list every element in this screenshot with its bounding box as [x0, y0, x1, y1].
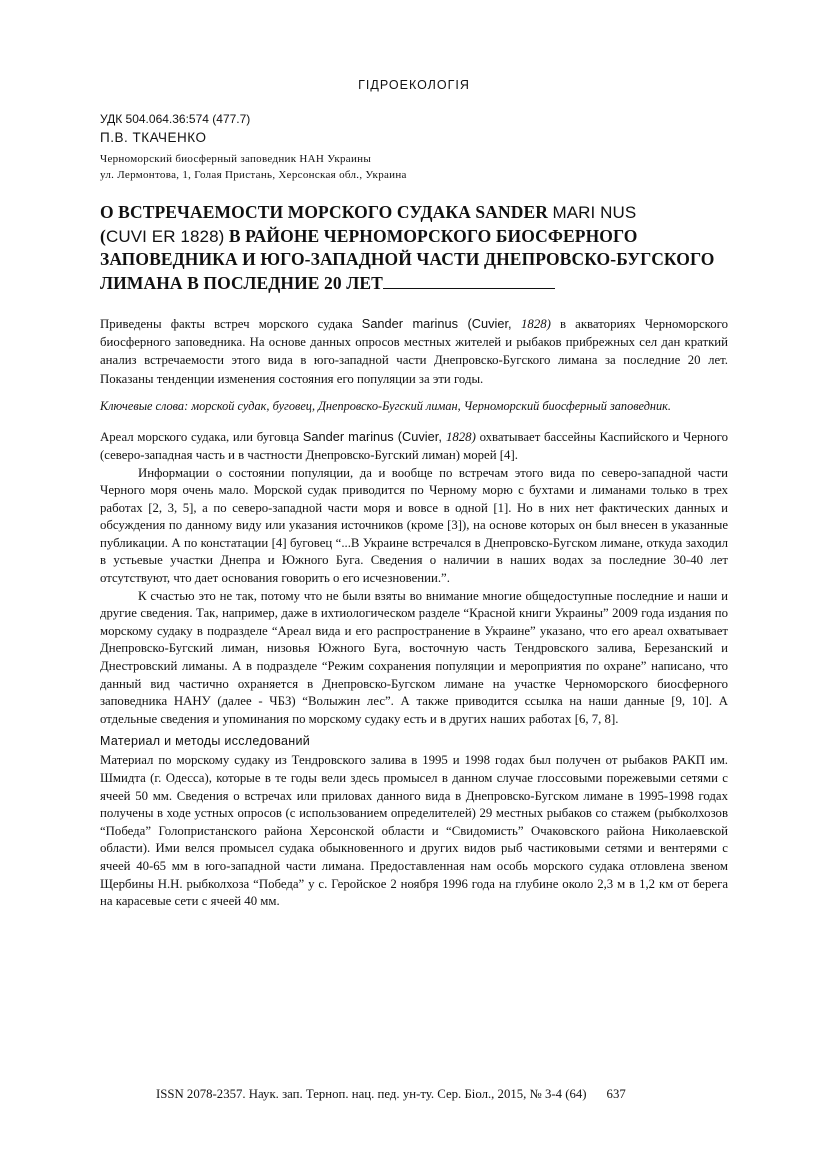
abstract-text-b: в акваториях Черноморского биосферного заповедника. На основе данных опросов местных жителей и рыбаков прибрежных сел дан краткий анализ встречаемости этого вида в юго-западной части Днепровско-Бугского лимана за последние 20 лет. Показаны тенденции изменения состояния его популяции за эти годы. — [100, 317, 728, 386]
paragraph-4: Материал по морскому судаку из Тендровского залива в 1995 и 1998 годах был получен от рыбаков РАКП им. Шмидта (г. Одесса), которые в те годы вели здесь промысел в данном случае глоссовыми порежевыми сетями с ячеей 50 мм. Сведения о встречах или приловах данного вида в Днепровско-Бугском лимане в 1995-1998 годах получены в ходе устных опросов (с использованием определителей) 29 местных рыбаков со стажем (рыбколхозов “Победа” Голопристанского района Херсонской области и “Свидомисть” Очаковского района Николаевской области). Ими велся промысел судака обыкновенного и других видов рыб частиковыми сетями и вентерями с ячеей 40-65 мм в юго-западной части лимана. Предоставленная нам особь морского судака отловлена звеном Щербины Н.Н. рыбколхоза “Победа” у с. Геройское 2 ноября 1996 года на глубине около 2,3 м в 1,2 км от берега на карасевые сети с ячеей 40 мм. — [100, 753, 728, 909]
paragraph-2: Информации о состоянии популяции, да и вообще по встречам этого вида по северо-западной части Черного моря очень мало. Морской судак приводится по Черному морю с бухтами и лиманами только в трех работах [2, 3, 5], а по северо-западной части моря и вовсе в одной [1]. Но в них нет фактических данных и обсуждения по данному виду или указания источников (кроме [3]), на основе которых он был внесен в указанные публикации. А по констатации [4] буговец “...В Украине встречался в Днепровско-Бугском лимане, откуда заходил в устьевые участки Днепра и Южного Буга. Сведения о наличии в наших водах за последние 30-40 лет отсутствуют, что дает основания говорить о его исчезновении.”. — [100, 465, 728, 586]
p1-year: 1828) — [445, 430, 476, 445]
methods-heading: Материал и методы исследований — [100, 734, 311, 749]
title-part-3: В РАЙОНЕ ЧЕРНОМОРСКОГО БИОСФЕРНОГО ЗАПОВЕДНИКА И ЮГО-ЗАПАДНОЙ ЧАСТИ ДНЕПРОВСКО-БУГСКОГО ЛИМАНА В ПОСЛЕДНИЕ 20 ЛЕТ — [100, 225, 715, 293]
title-rule — [383, 274, 555, 289]
abstract-species: Sander marinus (Cuvier, — [361, 316, 522, 331]
abstract-year: 1828) — [521, 317, 551, 331]
author-name: П.В. ТКАЧЕНКО — [100, 130, 207, 145]
abstract-text-a: Приведены факты встреч морского судака — [100, 317, 362, 331]
page-content — [100, 78, 728, 911]
p1-text-b: охватывает бассейны Каспийского и Черного (северо-западная часть и в частности Днепровско-Бугский лиман) морей [4]. — [100, 430, 728, 462]
affiliation-line-2: ул. Лермонтова, 1, Голая Пристань, Херсонская обл., Украина — [100, 169, 407, 181]
title-part-2: ( — [100, 225, 106, 246]
paragraph-3: К счастью это не так, потому что не были взяты во внимание многие общедоступные последние и наши и другие сведения. Так, например, даже в ихтиологическом разделе “Красной книги Украины” 2009 года издания по морскому судаку в подразделе “Ареал вида и его распространение в Украине” указано, что его ареал охватывает Днепровско-Бугский лиман, низовья Южного Буга, восточную часть Тендровского залива, Березанский и Днестровский лиманы. А в подразделе “Режим сохранения популяции и мероприятия по охране” написано, что данный вид частично охраняется в Днепровско-Бугском лимане на участке Черноморского биосферного заповедника НАНУ (далее - ЧБЗ) “Волыжин лес”. А также приводится ссылка на наши данные [9, 10]. А отдельные сведения и упоминания по морскому судаку есть и в других наших работах [6, 7, 8]. — [100, 588, 728, 726]
page-footer — [156, 1087, 736, 1102]
paragraph-1 — [100, 428, 728, 464]
title-part-1: О ВСТРЕЧАЕМОСТИ МОРСКОГО СУДАКА SANDER — [100, 202, 553, 222]
title-latin-2: CUVI ER 1828) — [105, 226, 225, 246]
journal-citation: ISSN 2078-2357. Наук. зап. Терноп. нац. пед. ун-ту. Сер. Біол., 2015, № 3-4 (64) — [156, 1087, 587, 1101]
affiliation-line-1: Черноморский биосферный заповедник НАН Украины — [100, 153, 372, 165]
page-number: 637 — [606, 1087, 626, 1101]
udk-code: УДК 504.064.36:574 (477.7) — [100, 112, 251, 126]
p1-species: Sander marinus (Cuvier, — [302, 429, 446, 445]
p1-text-a: Ареал морского судака, или буговца — [100, 430, 303, 445]
keywords: Ключевые слова: морской судак, буговец, Днепровско-Бугский лиман, Черноморский биосферный заповедник. — [100, 398, 672, 413]
abstract — [100, 315, 728, 388]
title-latin-1: MARI NUS — [552, 203, 637, 222]
article-title — [100, 201, 728, 295]
section-header: ГІДРОЕКОЛОГІЯ — [358, 78, 470, 92]
